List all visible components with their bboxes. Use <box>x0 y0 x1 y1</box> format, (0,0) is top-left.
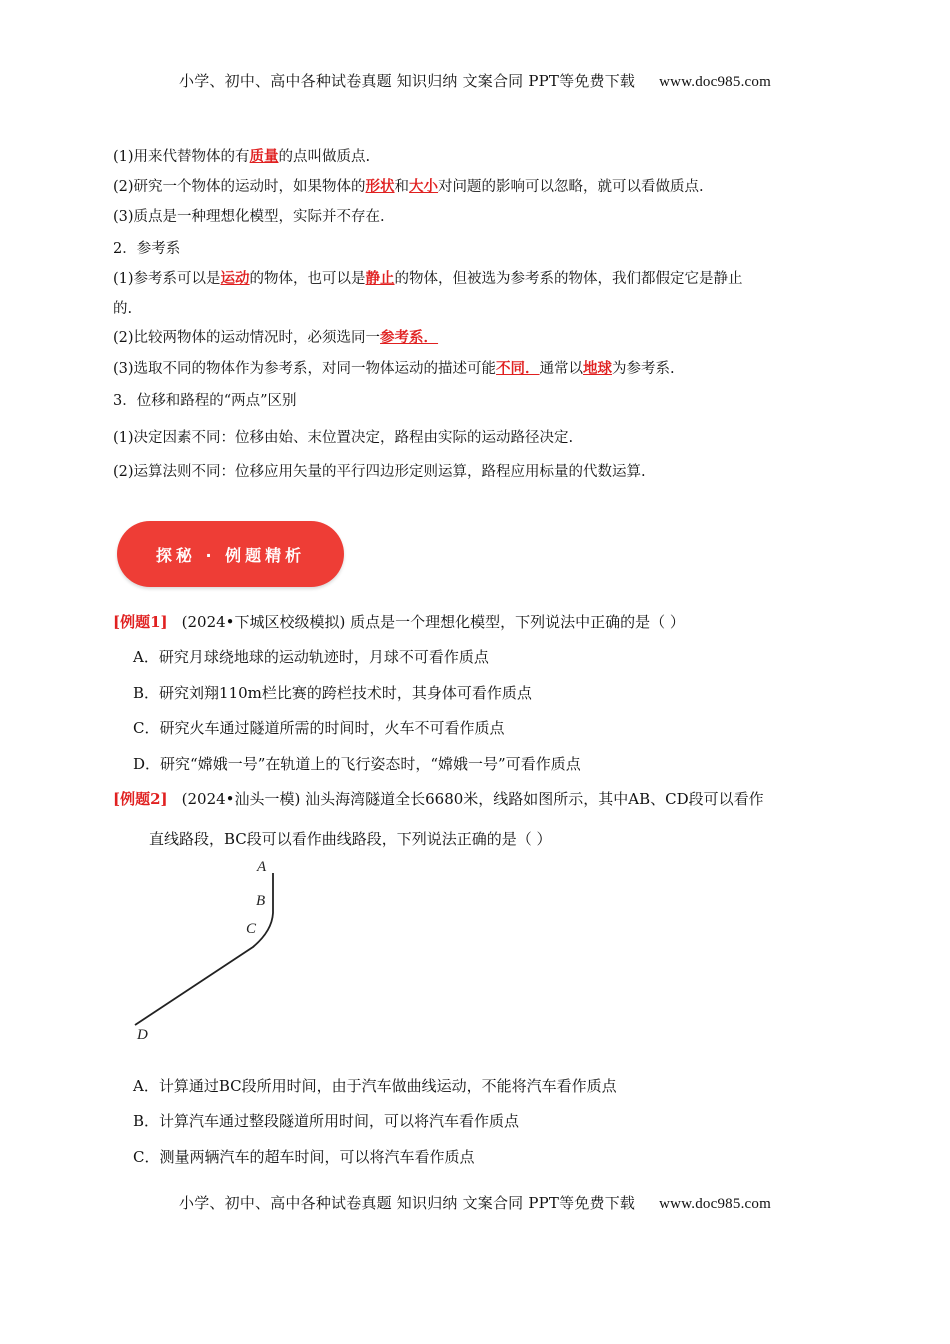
example1-option-d: D．研究“嫦娥一号”在轨道上的飞行姿态时，“嫦娥一号”可看作质点 <box>133 755 581 773</box>
example2-option-b: B．计算汽车通过整段隧道所用时间，可以将汽车看作质点 <box>133 1112 520 1130</box>
example1-option-a: A．研究月球绕地球的运动轨迹时，月球不可看作质点 <box>133 648 489 666</box>
example-tag: [例题2] <box>113 790 168 808</box>
section-badge: 探秘 · 例题精析 <box>117 521 344 587</box>
page-header <box>0 70 950 91</box>
s1-line1: (1)用来代替物体的有质量的点叫做质点. <box>113 148 371 165</box>
s1-line3: (3)质点是一种理想化模型，实际并不存在. <box>113 209 385 225</box>
point-d-label: D <box>137 1027 148 1043</box>
s3-title: 3．位移和路程的“两点”区别 <box>113 393 297 409</box>
point-a-label: A <box>257 859 267 875</box>
keyword: 参考系． <box>380 329 439 346</box>
keyword: 静止 <box>365 270 395 287</box>
tunnel-route-diagram <box>125 853 285 1045</box>
s2-line1: (1)参考系可以是运动的物体，也可以是静止的物体，但被选为参考系的物体，我们都假定它是静止 <box>113 270 743 287</box>
example2-option-a: A．计算通过BC段所用时间，由于汽车做曲线运动，不能将汽车看作质点 <box>133 1077 617 1095</box>
s3-line1: (1)决定因素不同：位移由始、末位置决定，路程由实际的运动路径决定. <box>113 430 574 446</box>
s2-line2: (2)比较两物体的运动情况时，必须选同一参考系． <box>113 329 439 346</box>
example1-option-c: C．研究火车通过隧道所需的时间时，火车不可看作质点 <box>133 719 505 737</box>
keyword: 形状 <box>365 178 395 195</box>
example1-option-b: B．研究刘翔110m栏比赛的跨栏技术时，其身体可看作质点 <box>133 684 532 702</box>
keyword: 运动 <box>220 270 250 287</box>
example2-option-c: C．测量两辆汽车的超车时间，可以将汽车看作质点 <box>133 1148 475 1166</box>
example2-stem: [例题2] (2024•汕头一模) 汕头海湾隧道全长6680米，线路如图所示，其中AB、CD段可以看作 <box>113 790 764 808</box>
footer-text: 小学、初中、高中各种试卷真题 知识归纳 文案合同 PPT等免费下载 <box>179 1194 636 1212</box>
example2-stem-line2: 直线路段，BC段可以看作曲线路段，下列说法正确的是（ ） <box>149 830 552 848</box>
route-line <box>135 873 273 1025</box>
s1-line2: (2)研究一个物体的运动时，如果物体的形状和大小对问题的影响可以忽略，就可以看做质点. <box>113 178 704 195</box>
keyword: 大小 <box>409 178 439 195</box>
keyword: 质量 <box>249 148 279 165</box>
s2-line1b: 的. <box>113 301 133 317</box>
s2-line3: (3)选取不同的物体作为参考系，对同一物体运动的描述可能不同．通常以地球为参考系. <box>113 360 675 377</box>
example1-stem: [例题1] (2024•下城区校级模拟) 质点是一个理想化模型，下列说法中正确的是（ ） <box>113 613 685 631</box>
point-b-label: B <box>256 893 266 909</box>
footer-url[interactable]: www.doc985.com <box>659 1196 771 1212</box>
keyword: 不同． <box>496 360 540 377</box>
point-c-label: C <box>246 921 257 937</box>
page-footer <box>0 1192 950 1213</box>
header-url[interactable]: www.doc985.com <box>659 74 771 90</box>
header-text: 小学、初中、高中各种试卷真题 知识归纳 文案合同 PPT等免费下载 <box>179 72 636 90</box>
keyword: 地球 <box>583 360 613 377</box>
s2-title: 2．参考系 <box>113 241 181 257</box>
example-tag: [例题1] <box>113 613 168 631</box>
s3-line2: (2)运算法则不同：位移应用矢量的平行四边形定则运算，路程应用标量的代数运算. <box>113 464 646 480</box>
